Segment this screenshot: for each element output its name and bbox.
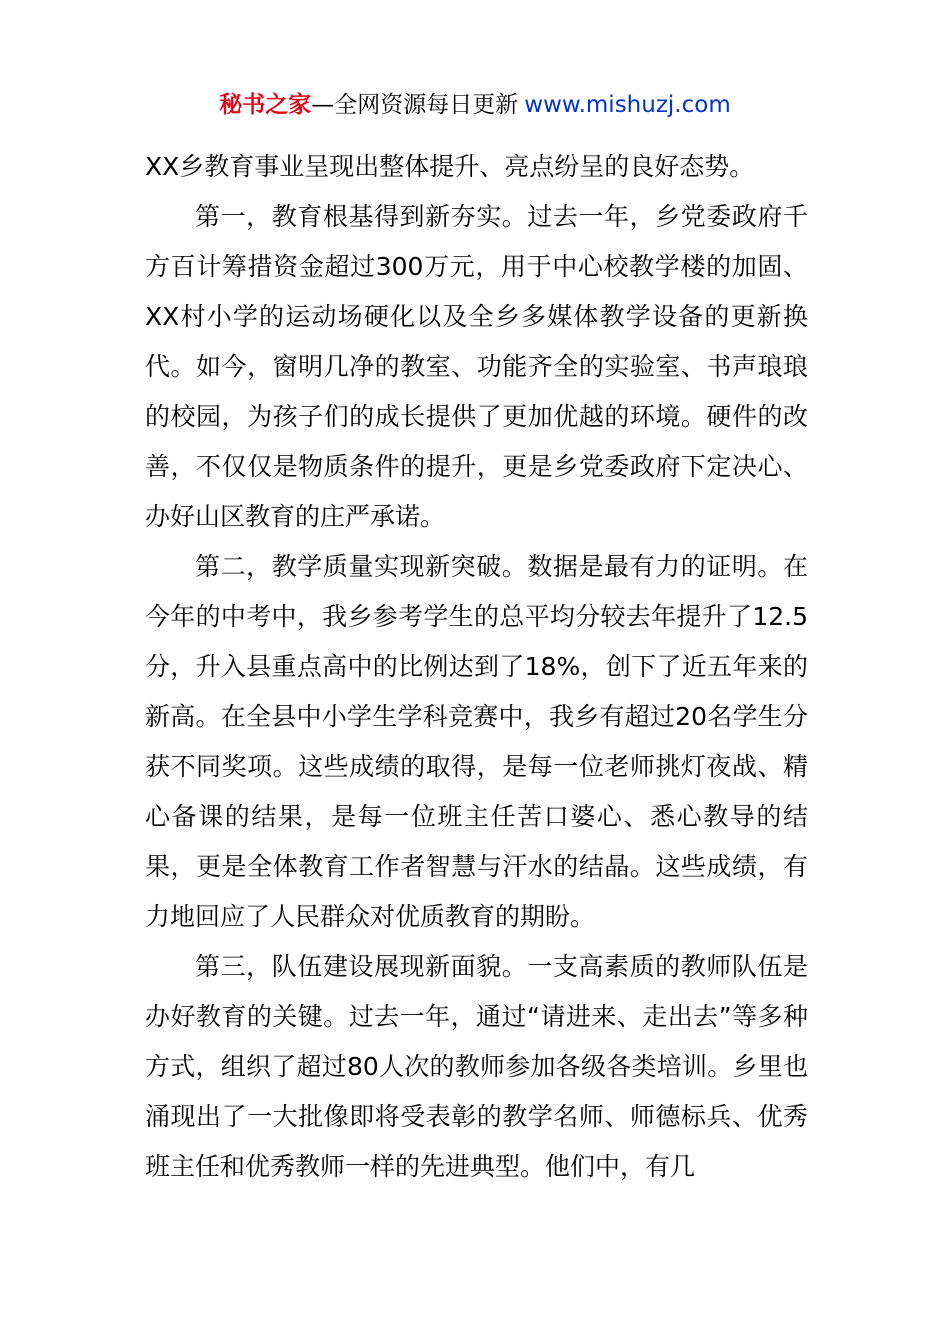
- paragraph-second: 第二，教学质量实现新突破。数据是最有力的证明。在今年的中考中，我乡参考学生的总平均分较去年提升了12.5分，升入县重点高中的比例达到了18%，创下了近五年来的新高。在全县中小学生学科竞赛中，我乡有超过20名学生分获不同奖项。这些成绩的取得，是每一位老师挑灯夜战、精心备课的结果，是每一位班主任苦口婆心、悉心教导的结果，更是全体教育工作者智慧与汗水的结晶。这些成绩，有力地回应了人民群众对优质教育的期盼。: [145, 552, 808, 931]
- paragraph-continuation: XX乡教育事业呈现出整体提升、亮点纷呈的良好态势。: [145, 152, 755, 181]
- page-header: [0, 88, 950, 122]
- header-tagline: —全网资源每日更新: [311, 92, 519, 118]
- paragraph-third: 第三，队伍建设展现新面貌。一支高素质的教师队伍是办好教育的关键。过去一年，通过“请进来、走出去”等多种方式，组织了超过80人次的教师参加各级各类培训。乡里也涌现出了一大批像即将受表彰的教学名师、师德标兵、优秀班主任和优秀教师一样的先进典型。他们中，有几: [145, 952, 808, 1181]
- site-url-link[interactable]: www.mishuzj.com: [524, 92, 731, 118]
- paragraph-first: 第一，教育根基得到新夯实。过去一年，乡党委政府千方百计筹措资金超过300万元，用于中心校教学楼的加固、XX村小学的运动场硬化以及全乡多媒体教学设备的更新换代。如今，窗明几净的教室、功能齐全的实验室、书声琅琅的校园，为孩子们的成长提供了更加优越的环境。硬件的改善，不仅仅是物质条件的提升，更是乡党委政府下定决心、办好山区教育的庄严承诺。: [145, 202, 808, 531]
- brand-name: 秘书之家: [219, 92, 312, 118]
- document-body: [145, 142, 808, 1192]
